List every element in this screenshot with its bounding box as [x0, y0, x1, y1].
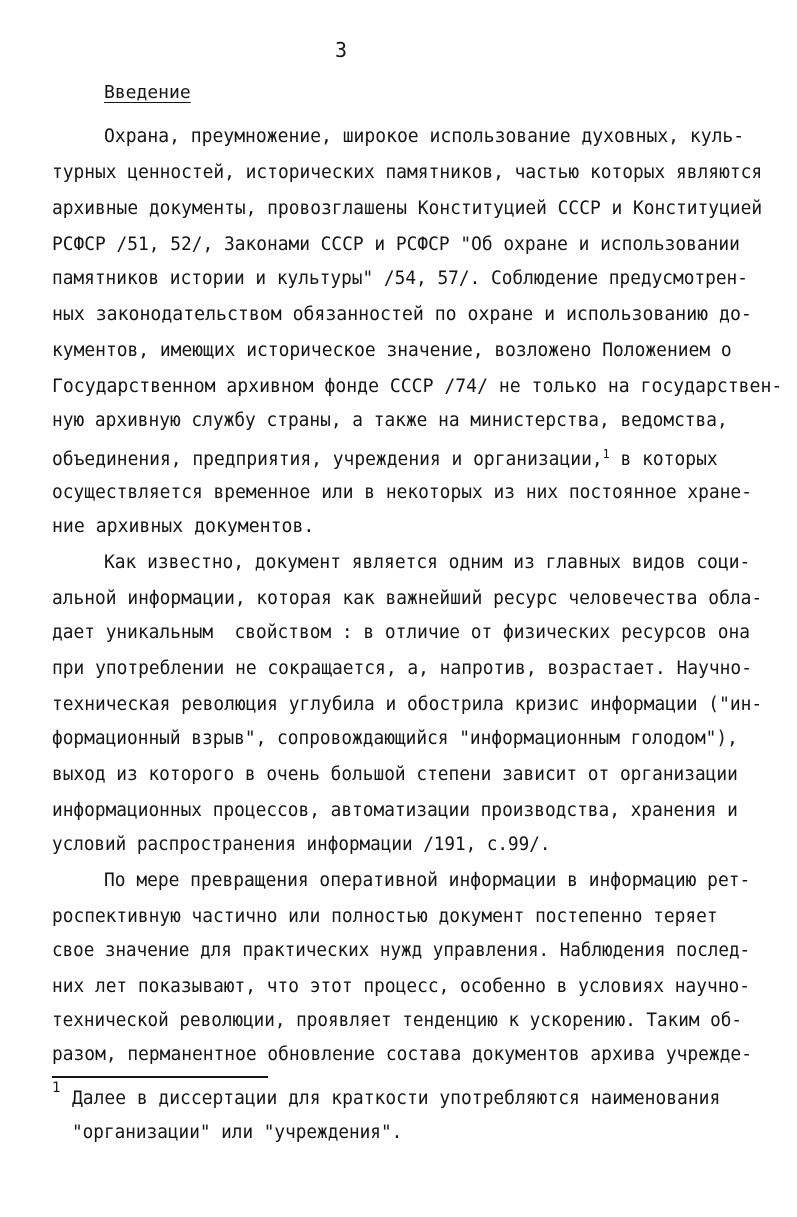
paragraph-1-line-5: памятников истории и культуры" /54, 57/. Соблюдение предусмотрен-: [52, 268, 748, 289]
footnote-reference: 1: [602, 447, 610, 461]
paragraph-2-line-4: при употреблении не сокращается, а, напротив, возрастает. Научно-: [52, 658, 752, 679]
paragraph-2-line-9: условий распространения информации /191, с.99/.: [52, 834, 551, 855]
paragraph-2-line-2: альной информации, которая как важнейший ресурс человечества обла-: [52, 588, 763, 609]
footnote-divider: [52, 1076, 268, 1078]
footnote-line-2: "организации" или "учреждения".: [72, 1122, 403, 1143]
paragraph-1-line-6: ных законодательством обязанностей по охране и использованию до-: [52, 304, 752, 325]
paragraph-2-line-1: Как известно, документ является одним из главных видов соци-: [104, 552, 751, 573]
footnote-line-1: Далее в диссертации для краткости употребляются наименования: [72, 1088, 721, 1109]
paragraph-1-line-10-tail: в которых: [609, 449, 718, 470]
paragraph-1-line-12: ние архивных документов.: [52, 516, 315, 537]
paragraph-1-line-8: Государственном архивном фонде СССР /74/ не только на государствен-: [52, 376, 783, 397]
paragraph-1-line-1: Охрана, преумножение, широкое использование духовных, куль-: [104, 126, 745, 147]
paragraph-2-line-7: выход из которого в очень большой степени зависит от организации: [52, 764, 738, 785]
paragraph-3-line-3: свое значение для практических нужд управления. Наблюдения послед-: [52, 940, 751, 961]
paragraph-3-line-5: технической революции, проявляет тенденцию к ускорению. Таким об-: [52, 1010, 742, 1031]
paragraph-1-line-10: [52, 448, 718, 470]
paragraph-1-line-2: турных ценностей, исторических памятников, частью которых являются: [52, 162, 763, 183]
paragraph-3-line-1: По мере превращения оперативной информации в информацию рет-: [104, 870, 751, 891]
paragraph-1-line-10-text: объединения, предприятия, учреждения и организации,: [52, 449, 603, 470]
paragraph-1-line-4: РСФСР /51, 52/, Законами СССР и РСФСР "Об охране и использовании: [52, 234, 740, 255]
paragraph-3-line-2: роспективную частично или полностью документ постепенно теряет: [52, 906, 718, 927]
footnote-mark: 1: [52, 1080, 61, 1096]
paragraph-1-line-3: архивные документы, провозглашены Конституцией СССР и Конституцией: [52, 198, 763, 219]
paragraph-2-line-6: формационный взрыв", сопровождающийся "информационным голодом"),: [52, 728, 738, 749]
page-number: 3: [335, 38, 348, 62]
paragraph-2-line-5: техническая революция углубила и обострила кризис информации ("ин-: [52, 694, 763, 715]
section-heading: Введение: [104, 82, 191, 103]
paragraph-3-line-4: них лет показывают, что этот процесс, особенно в условиях научно-: [52, 976, 750, 997]
paragraph-2-line-8: информационных процессов, автоматизации производства, хранения и: [52, 800, 738, 821]
paragraph-3-line-6: разом, перманентное обновление состава документов архива учрежде-: [52, 1044, 752, 1065]
paragraph-1-line-9: ную архивную службу страны, а также на министерства, ведомства,: [52, 410, 728, 431]
paragraph-1-line-11: осуществляется временное или в некоторых из них постоянное хране-: [52, 482, 752, 503]
paragraph-2-line-3: дает уникальным свойством : в отличие от физических ресурсов она: [52, 622, 750, 643]
paragraph-1-line-7: кументов, имеющих историческое значение, возложено Положением о: [52, 340, 732, 361]
